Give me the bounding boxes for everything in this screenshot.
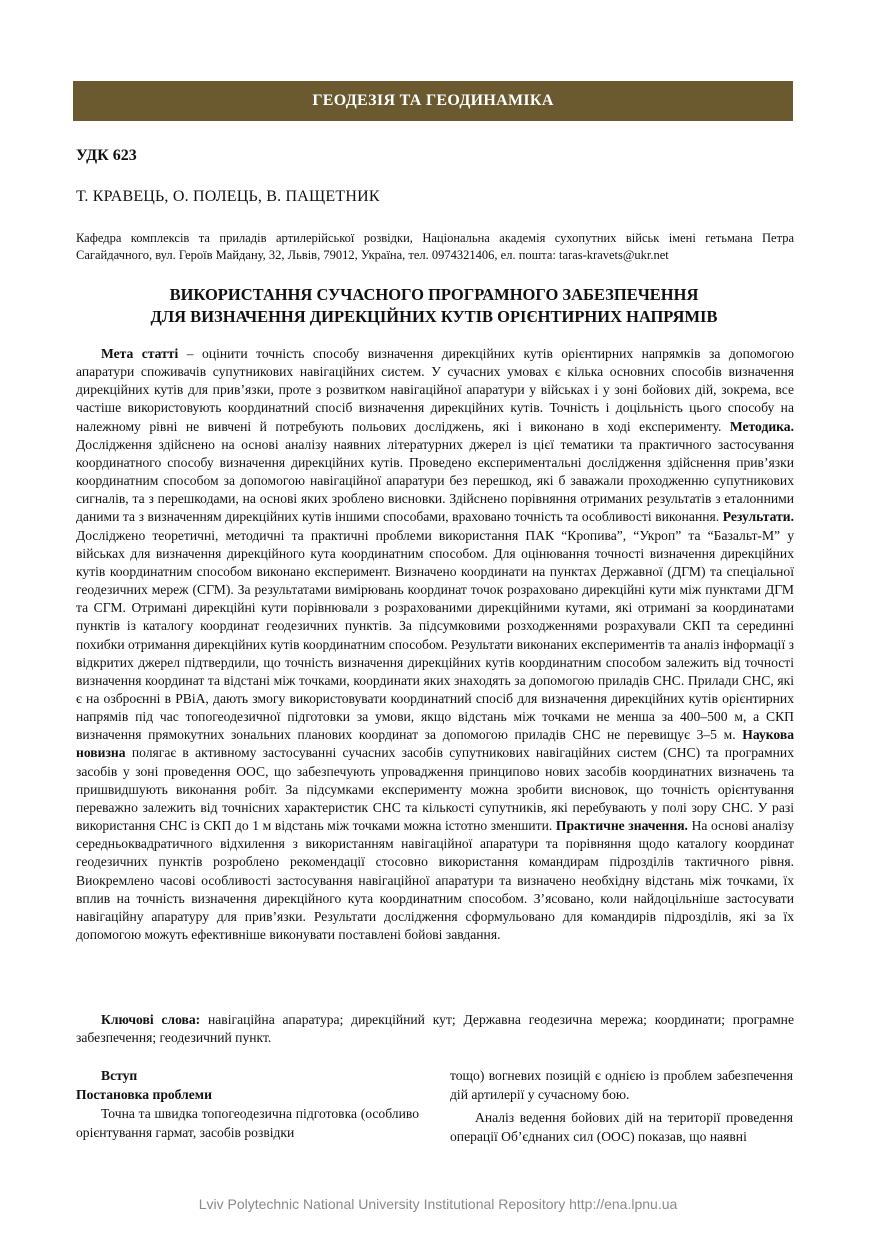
method-text: Дослідження здійснено на основі аналізу наявних літературних джерел із цієї тематики та практичного застосування координатного способу визначення дирекційних кутів. Проведено експериментальні дослідження здійснення прив’язки координатним способом за допомогою навігаційної апаратури без перешкод, які б заважали проходженню супутникових сигналів, та з перешкодами, на основі яких зроблено висновки. Здійснено порівняння отриманих результатів з еталонними даними та з визначенням дирекційних кутів іншими способами, враховано точність та особливості виконання. [76, 436, 794, 525]
practical-label: Практичне значення. [555, 818, 688, 834]
keywords-text: навігаційна апаратура; дирекційний кут; Державна геодезична мережа; координати; програмне забезпечення; геодезичний пункт. [76, 1012, 794, 1046]
title-line-1: ВИКОРИСТАННЯ СУЧАСНОГО ПРОГРАМНОГО ЗАБЕЗПЕЧЕННЯ [169, 285, 699, 304]
keywords-label: Ключові слова: [101, 1012, 201, 1027]
novelty-label: Наукова новизна [76, 727, 794, 761]
body-paragraph: Точна та швидка топогеодезична підготовка (особливо орієнтування гармат, засобів розвідки [76, 1106, 419, 1140]
section-header-band [73, 81, 793, 121]
article-title [73, 284, 795, 328]
section-title: ГЕОДЕЗІЯ ТА ГЕОДИНАМІКА [312, 92, 554, 109]
method-label: Методика. [729, 418, 794, 434]
aim-label: Мета статті [101, 346, 179, 361]
novelty-text: полягає в активному застосуванні сучасних засобів супутникових навігаційних систем (СНС) та програмних засобів у зоні проведення ООС, що забезпечують упровадження принципово нових засобів координатних визначень та пришвидшують виконання робіт. За підсумками експерименту можна зробити висновок, що точність орієнтування переважно залежить від точнісних характеристик СНС та кількості супутників, які перебувають у полі зору СНС. У разі використання СНС із СКП до 1 м відстань між точками можна істотно зменшити. [76, 745, 794, 834]
body-paragraph-continued: тощо) вогневих позицій є однією із проблем забезпечення дій артилерії у сучасному бою. [450, 1068, 793, 1102]
authors: Т. КРАВЕЦЬ, О. ПОЛЕЦЬ, В. ПАЩЕТНИК [76, 188, 380, 205]
body-column-left [76, 1066, 419, 1142]
practical-text: На основі аналізу середньоквадратичного відхилення з використанням навігаційної апаратури та порівняння щодо каталогу координат геодезичних пунктів розроблено рекомендації стосовно використання командирам підрозділів тактичного рівня. Виокремлено часові особливості застосування навігаційної апаратури та визначено необхідну відстань між точками, їх вплив на точність визначення дирекційного кута координатним способом. З’ясовано, коли найдоцільніше застосувати навігаційну апаратуру для прив’язки. Результати дослідження сформульовано для командирів підрозділів, які за їх допомогою можуть ефективніше виконувати поставлені бойові завдання. [76, 818, 794, 942]
intro-heading: Вступ [101, 1068, 138, 1083]
aim-text: – оцінити точність способу визначення дирекційних кутів орієнтирних напрямків за допомогою апаратури споживачів супутникових навігаційних систем. У сучасних умовах є кілька основних способів визначення дирекційних кутів для прив’язки, проте з розвитком навігаційної апаратури у військах і у зоні бойових дій, зокрема, все частіше використовують координатний спосіб визначення дирекційних кутів. Точність і доцільність цього способу на належному рівні не вивчені й потребують польових досліджень, які і виконано в ході експерименту. [76, 346, 794, 434]
body-paragraph: Аналіз ведення бойових дій на території проведення операції Об’єднаних сил (ООС) показав, що наявні [450, 1110, 793, 1144]
results-text: Досліджено теоретичні, методичні та практичні проблеми використання ПАК “Кропива”, “Укроп” та “Базальт-М” у військах для визначення дирекційного кута координатним способом. Для оцінювання точності визначення дирекційних кутів координатним способом виконано експеримент. Визначено координати на пунктах Державної (ДГМ) та спеціальної геодезичних мереж (СГМ). За результатами вимірювань координат точок розраховано дирекційні кути між пунктами ДГМ та СГМ. Отримані дирекційні кути порівнювали з розрахованими дирекційними кутами, які отримані за координатами пунктів із каталогу координат геодезичних пунктів. За підсумковими розходженнями розрахували СКП та серединні похибки отримання дирекційних кутів координатним способом. Результати виконаних експериментів та аналіз інформації з відкритих джерел підтвердили, що точність визначення дирекційних кутів координатним способом залежить від точності визначення координат та відстані між точками, координати яких знаходять за допомогою приладів СНС. Прилади СНС, які є на озброєнні в РВіА, дають змогу використовувати координатний спосіб для визначення дирекційних кутів орієнтирних напрямів під час топогеодезичної підготовки за умови, якщо відстань між точками не менша за 400–500 м, а СКП визначення прямокутних зональних планових координат за допомогою приладів СНС не перевищує 3–5 м. [76, 527, 794, 743]
repository-footer: Lviv Polytechnic National University Institutional Repository http://ena.lpnu.ua [198, 1196, 678, 1212]
body-column-right [450, 1066, 793, 1146]
title-line-2: ДЛЯ ВИЗНАЧЕННЯ ДИРЕКЦІЙНИХ КУТІВ ОРІЄНТИРНИХ НАПРЯМІВ [150, 307, 718, 326]
results-label: Результати. [722, 509, 794, 525]
keywords [76, 1011, 794, 1047]
affiliation: Кафедра комплексів та приладів артилерійської розвідки, Національна академія сухопутних військ імені гетьмана Петра Сагайдачного, вул. Героїв Майдану, 32, Львів, 79012, Україна, тел. 0974321406, ел. пошта: taras-kravets@ukr.net [76, 231, 794, 262]
problem-heading: Постановка проблеми [76, 1087, 212, 1102]
udk-code: УДК 623 [76, 147, 137, 164]
abstract [76, 345, 794, 944]
